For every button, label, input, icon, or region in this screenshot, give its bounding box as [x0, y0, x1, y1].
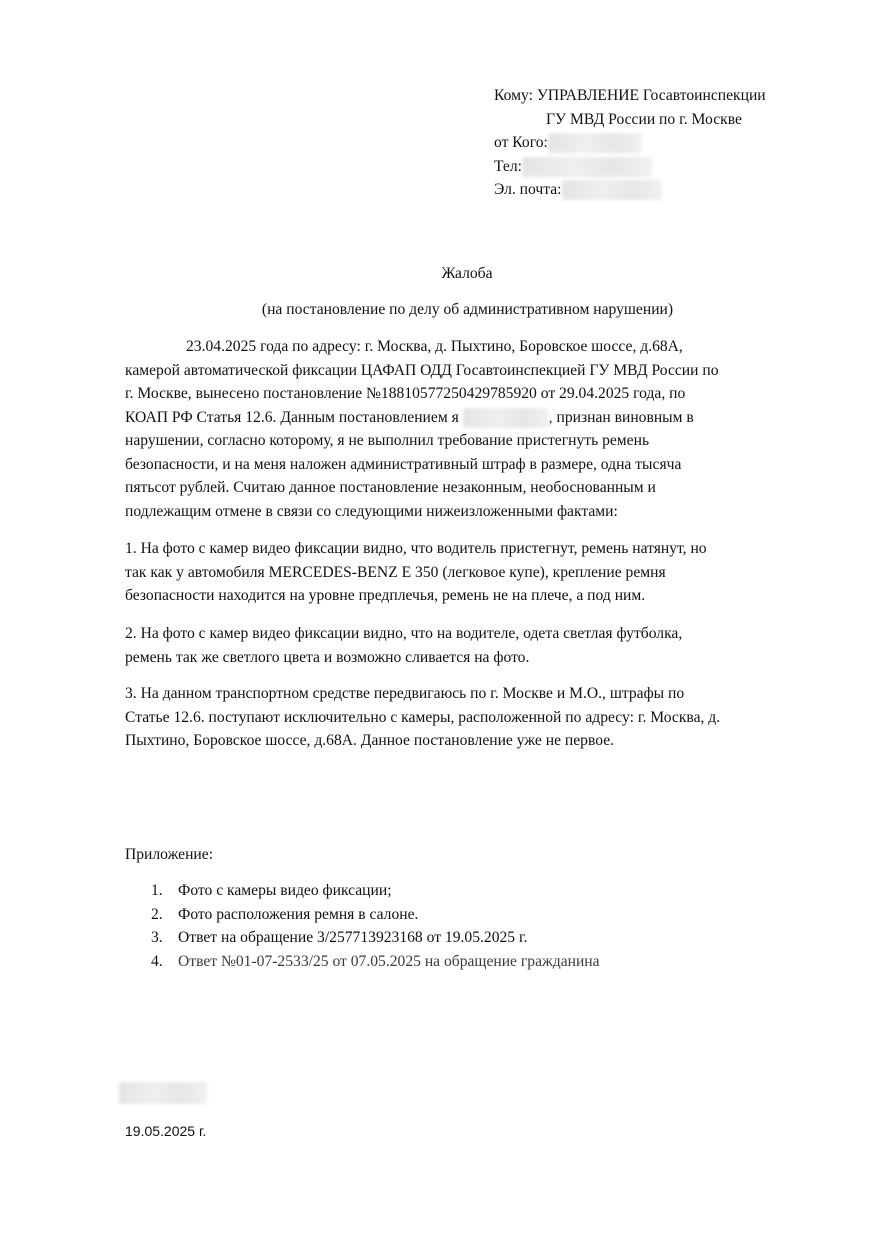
- email-label: Эл. почта:: [494, 181, 562, 198]
- list-number: 1.: [151, 882, 163, 899]
- intro-line: [125, 406, 815, 430]
- intro-line: безопасности, и на меня наложен административный штраф в размере, одна тысяча: [125, 455, 682, 473]
- redacted-signature: [119, 1082, 207, 1104]
- intro-line: камерой автоматической фиксации ЦАФАП ОДД Госавтоинспекцией ГУ МВД России по: [125, 361, 719, 379]
- document-title: Жалоба: [441, 265, 493, 282]
- redacted-name: [463, 408, 549, 428]
- point-line: 2. На фото с камер видео фиксации видно, что на водителе, одета светлая футболка,: [125, 625, 683, 642]
- intro-line: нарушении, согласно которому, я не выполнил требование пристегнуть ремень: [125, 432, 650, 449]
- list-text: Ответ №01-07-2533/25 от 07.05.2025 на обращение гражданина: [178, 952, 600, 970]
- list-number: 2.: [151, 905, 163, 923]
- list-item: [151, 903, 600, 927]
- addressee-block: [494, 84, 766, 202]
- email-row: [494, 178, 766, 202]
- attachments-heading: Приложение:: [125, 846, 214, 863]
- intro-paragraph: [125, 335, 815, 523]
- list-number: 4.: [151, 952, 163, 970]
- attachments-list: [151, 879, 600, 973]
- redacted-phone: [522, 157, 652, 177]
- point-line: безопасности находится на уровне предплечья, ремень не на плече, а под ним.: [125, 587, 646, 604]
- list-text: Фото расположения ремня в салоне.: [178, 905, 419, 923]
- intro-text: КОАП РФ Статья 12.6. Данным постановлением я: [125, 408, 459, 426]
- redacted-sender-name: [548, 133, 642, 153]
- list-text: Фото с камеры видео фиксации;: [178, 882, 392, 899]
- intro-line: 23.04.2025 года по адресу: г. Москва, д. Пыхтино, Боровское шоссе, д.68А,: [186, 338, 683, 355]
- point-line: Пыхтино, Боровское шоссе, д.68А. Данное постановление уже не первое.: [125, 732, 615, 749]
- point-line: так как у автомобиля MERCEDES-BENZ E 350 (легковое купе), крепление ремня: [125, 563, 666, 581]
- sender-row: [494, 131, 766, 155]
- list-item: [151, 926, 600, 950]
- phone-row: [494, 155, 766, 179]
- intro-line: г. Москве, вынесено постановление №18810577250429785920 от 29.04.2025 года, по: [125, 385, 686, 402]
- document-date: 19.05.2025 г.: [125, 1123, 207, 1139]
- addressee-line-1: Кому: УПРАВЛЕНИЕ Госавтоинспекции: [494, 87, 766, 104]
- point-line: Статье 12.6. поступают исключительно с камеры, расположенной по адресу: г. Москва, д.: [125, 708, 721, 726]
- point-2: [125, 622, 815, 669]
- intro-line: пятьсот рублей. Считаю данное постановление незаконным, необоснованным и: [125, 479, 656, 496]
- list-item: [151, 879, 600, 903]
- point-line: ремень так же светлого цвета и возможно сливается на фото.: [125, 648, 530, 666]
- point-line: 1. На фото с камер видео фиксации видно, что водитель пристегнут, ремень натянут, но: [125, 540, 707, 557]
- point-line: 3. На данном транспортном средстве передвигаюсь по г. Москве и М.О., штрафы по: [125, 685, 685, 702]
- list-number: 3.: [151, 929, 163, 946]
- document-subtitle: (на постановление по делу об административном нарушении): [261, 301, 674, 318]
- point-3: [125, 682, 815, 753]
- intro-text: , признан виновным в: [548, 408, 694, 426]
- intro-line: подлежащим отмене в связи со следующими нижеизложенными фактами:: [125, 502, 618, 520]
- redacted-email: [562, 180, 662, 200]
- phone-label: Тел:: [494, 157, 522, 175]
- addressee-line-2: ГУ МВД России по г. Москве: [546, 110, 742, 128]
- sender-label: от Кого:: [494, 134, 548, 151]
- list-text: Ответ на обращение 3/257713923168 от 19.05.2025 г.: [178, 929, 528, 946]
- point-1: [125, 537, 815, 608]
- list-item: [151, 950, 600, 974]
